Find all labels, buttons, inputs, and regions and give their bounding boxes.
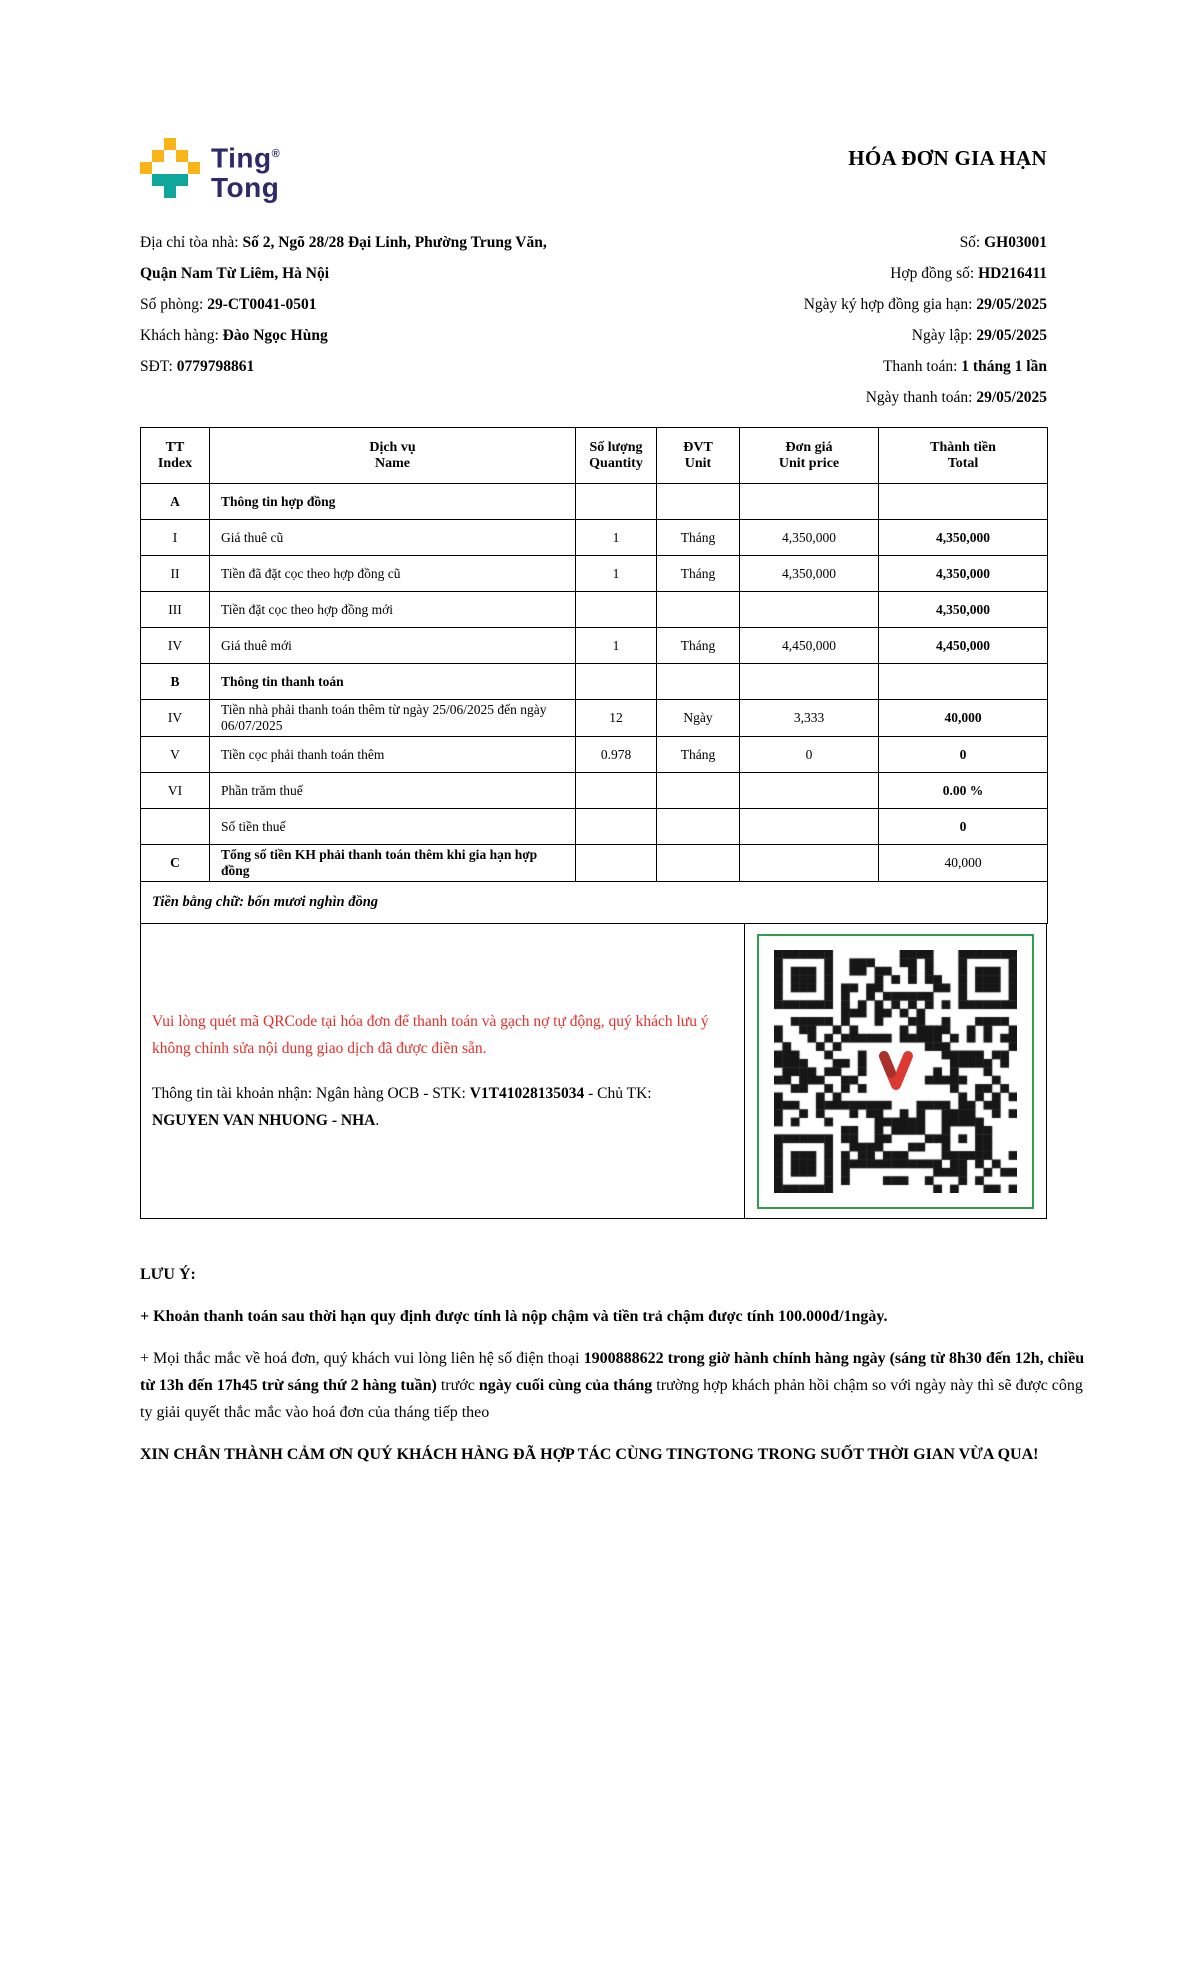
cell-unit-price: 4,350,000 [740,520,879,556]
cell-total [879,484,1048,520]
v-brand-icon [870,1045,922,1097]
invoice-info [140,227,1047,413]
table-row [141,556,1048,592]
cell-unit-price [740,773,879,809]
cell-unit [657,484,740,520]
table-header-row [141,428,1048,484]
cell-total: 40,000 [879,700,1048,737]
cell-unit-price [740,809,879,845]
note-hotline: + Mọi thắc mắc về hoá đơn, quý khách vui lòng liên hệ số điện thoại 1900888622 trong giờ hành chính hàng ngày (sáng từ 8h30 đến 12h, chiều từ 13h đến 17h45 trừ sáng thứ 2 hàng tuần) trước ngày cuối cùng của tháng trường hợp khách phản hồi chậm so với ngày này thì sẽ được công ty giải quyết thắc mắc vào hoá đơn của tháng tiếp theo [140,1350,1085,1422]
cell-unit [657,664,740,700]
bank-account-text: Thông tin tài khoản nhận: Ngân hàng OCB - STK: V1T41028135034 - Chủ TK: NGUYEN VAN NHUONG - NHA. [152,1085,652,1130]
cell-total: 0 [879,809,1048,845]
header [140,138,1047,203]
cell-unit-price [740,484,879,520]
column-header: ĐVT Unit [657,428,740,484]
tingtong-logo-text [211,139,280,203]
cell-index: VI [141,773,210,809]
table-row [141,773,1048,809]
payment-instructions [141,924,744,1218]
cell-unit: Tháng [657,556,740,592]
cell-total: 40,000 [879,845,1048,882]
notes-heading: LƯU Ý: [140,1266,196,1284]
registered-mark-icon: ® [271,148,281,160]
info-line: Địa chỉ tòa nhà: Số 2, Ngõ 28/28 Đại Linh, Phường Trung Văn, [140,234,547,252]
info-line: Ngày lập: 29/05/2025 [911,327,1047,345]
cell-total: 4,350,000 [879,592,1048,628]
table-row [141,845,1048,882]
cell-quantity [576,773,657,809]
cell-unit-price: 0 [740,737,879,773]
tingtong-logo-mark [140,138,200,198]
cell-quantity [576,809,657,845]
cell-unit-price: 3,333 [740,700,879,737]
cell-unit-price: 4,350,000 [740,556,879,592]
tingtong-logo [140,138,280,203]
table-row [141,809,1048,845]
cell-unit: Ngày [657,700,740,737]
invoice-meta-info [804,227,1047,413]
cell-quantity: 1 [576,556,657,592]
info-line: SĐT: 0779798861 [140,358,255,376]
cell-quantity: 1 [576,628,657,664]
cell-unit: Tháng [657,628,740,664]
cell-name: Tiền đã đặt cọc theo hợp đồng cũ [210,556,576,592]
column-header: TT Index [141,428,210,484]
qr-warning-text: Vui lòng quét mã QRCode tại hóa đơn để thanh toán và gạch nợ tự động, quý khách lưu ý không chỉnh sửa nội dung giao dịch đã được điền sẵn. [152,1013,709,1058]
cell-index: B [141,664,210,700]
cell-index: A [141,484,210,520]
info-line: Thanh toán: 1 tháng 1 lần [882,358,1047,376]
cell-total: 0.00 % [879,773,1048,809]
cell-total: 4,350,000 [879,520,1048,556]
cell-index [141,809,210,845]
cell-quantity: 0.978 [576,737,657,773]
cell-total: 0 [879,737,1048,773]
table-row [141,737,1048,773]
cell-index: II [141,556,210,592]
cell-unit [657,773,740,809]
cell-index: I [141,520,210,556]
cell-total: 4,450,000 [879,628,1048,664]
cell-total [879,664,1048,700]
page-title: HÓA ĐƠN GIA HẠN [848,146,1047,170]
cell-name: Thông tin hợp đồng [210,484,576,520]
table-row [141,628,1048,664]
table-row [141,592,1048,628]
cell-name: Tiền cọc phải thanh toán thêm [210,737,576,773]
cell-unit-price: 4,450,000 [740,628,879,664]
cell-index: IV [141,628,210,664]
info-line: Hợp đồng số: HD216411 [890,265,1047,283]
cell-name: Tiền nhà phải thanh toán thêm từ ngày 25/06/2025 đến ngày 06/07/2025 [210,700,576,737]
cell-unit: Tháng [657,520,740,556]
cell-name: Tiền đặt cọc theo hợp đồng mới [210,592,576,628]
info-line: Số: GH03001 [959,234,1047,252]
cell-name: Giá thuê mới [210,628,576,664]
column-header: Số lượng Quantity [576,428,657,484]
cell-unit [657,592,740,628]
column-header: Đơn giá Unit price [740,428,879,484]
logo-line2: Tong [211,172,280,204]
building-customer-info [140,227,547,413]
amount-in-words-row [141,882,1048,924]
cell-name: Phần trăm thuế [210,773,576,809]
cell-unit-price [740,592,879,628]
column-header: Dịch vụ Name [210,428,576,484]
cell-name: Tổng số tiền KH phải thanh toán thêm khi gia hạn hợp đồng [210,845,576,882]
info-line: Quận Nam Từ Liêm, Hà Nội [140,265,330,283]
cell-index: IV [141,700,210,737]
cell-index: III [141,592,210,628]
info-line: Ngày ký hợp đồng gia hạn: 29/05/2025 [803,296,1047,314]
table-row [141,664,1048,700]
cell-quantity: 1 [576,520,657,556]
info-line: Số phòng: 29-CT0041-0501 [140,296,317,314]
cell-name: Giá thuê cũ [210,520,576,556]
cell-unit [657,845,740,882]
notes-section [140,1261,1085,1468]
cell-quantity [576,845,657,882]
cell-quantity [576,484,657,520]
cell-unit-price [740,845,879,882]
table-row [141,484,1048,520]
column-header: Thành tiền Total [879,428,1048,484]
cell-quantity [576,592,657,628]
invoice-table [140,427,1048,924]
info-line: Ngày thanh toán: 29/05/2025 [865,389,1047,407]
cell-unit: Tháng [657,737,740,773]
thank-you-text: XIN CHÂN THÀNH CẢM ƠN QUÝ KHÁCH HÀNG ĐÃ HỢP TÁC CÙNG TINGTONG TRONG SUỐT THỜI GIAN VỪA QUA! [140,1446,1039,1464]
cell-name: Số tiền thuế [210,809,576,845]
amount-in-words: Tiền bằng chữ: bốn mươi nghìn đồng [141,882,1048,924]
table-row [141,520,1048,556]
info-line: Khách hàng: Đào Ngọc Hùng [140,327,328,345]
cell-unit-price [740,664,879,700]
cell-index: V [141,737,210,773]
qr-code-frame [757,934,1034,1209]
cell-name: Thông tin thanh toán [210,664,576,700]
qr-code-cell [744,924,1046,1218]
cell-quantity [576,664,657,700]
cell-quantity: 12 [576,700,657,737]
table-row [141,700,1048,737]
cell-total: 4,350,000 [879,556,1048,592]
cell-unit [657,809,740,845]
note-late-payment: + Khoản thanh toán sau thời hạn quy định được tính là nộp chậm và tiền trả chậm được tính 100.000đ/1ngày. [140,1308,888,1326]
logo-line1: Ting [211,142,272,174]
cell-index: C [141,845,210,882]
invoice-content [140,138,1085,1483]
qr-payment-section [140,924,1047,1219]
